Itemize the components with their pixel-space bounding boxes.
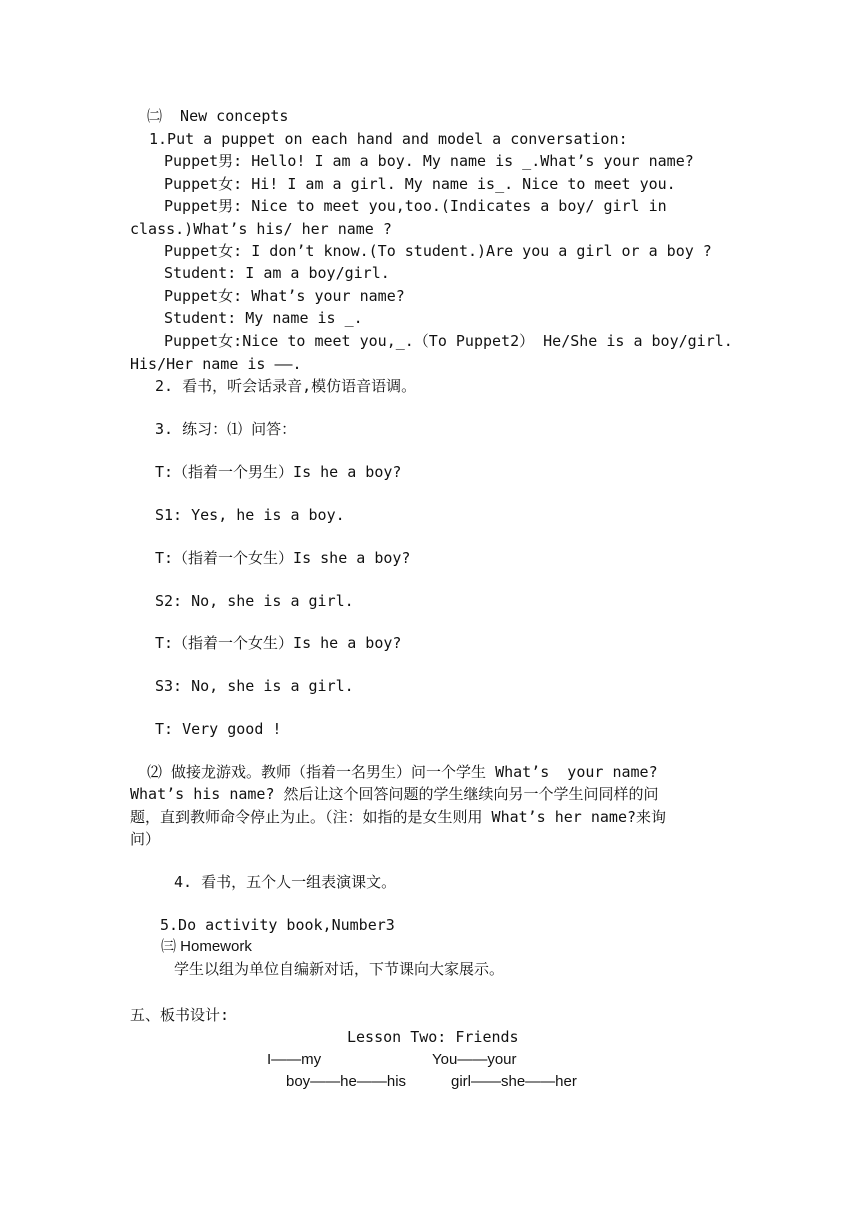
dialogue-line: Puppet女: I don’t know.(To student.)Are you a girl or a boy ? xyxy=(164,242,712,260)
board-title: Lesson Two: Friends xyxy=(347,1028,519,1046)
dialogue-line: Puppet女: Hi! I am a girl. My name is_. Nice to meet you. xyxy=(164,175,676,193)
qa-line: S2: No, she is a girl. xyxy=(155,592,354,610)
board-row2-left: boy——he——his xyxy=(286,1073,407,1090)
homework-heading: ㈢ Homework xyxy=(161,938,252,955)
dialogue-line: Student: I am a boy/girl. xyxy=(164,264,390,282)
qa-line: T:（指着一个女生）Is he a boy? xyxy=(155,634,402,652)
qa-line: T:（指着一个男生）Is he a boy? xyxy=(155,463,402,481)
board-row1-left: I——my xyxy=(267,1051,322,1068)
qa-line: S1: Yes, he is a boy. xyxy=(155,506,345,524)
section-heading-new-concepts: ㈡ New concepts xyxy=(147,107,289,125)
step-3: 3. 练习：⑴ 问答： xyxy=(155,420,297,438)
step-1-title: 1.Put a puppet on each hand and model a conversation: xyxy=(149,130,628,148)
step-5: 5.Do activity book,Number3 xyxy=(160,916,395,934)
dialogue-line: His/Her name is ——. xyxy=(130,355,302,373)
section-heading-board-design: 五、板书设计: xyxy=(130,1006,230,1024)
board-row1-right: You——your xyxy=(432,1051,517,1068)
dialogue-line: Student: My name is _. xyxy=(164,309,363,327)
game-paragraph-line: 问） xyxy=(130,830,161,848)
step-4: 4. 看书，五个人一组表演课文。 xyxy=(174,873,397,891)
game-paragraph-line: What’s his name? 然后让这个回答问题的学生继续向另一个学生问同样的问 xyxy=(130,785,659,803)
qa-line: S3: No, she is a girl. xyxy=(155,677,354,695)
game-paragraph-line: 题，直到教师命令停止为止。（注：如指的是女生则用 What’s her name?来询 xyxy=(130,808,667,826)
dialogue-line: Puppet女:Nice to meet you,_.（To Puppet2） He/She is a boy/girl. xyxy=(164,332,733,350)
game-paragraph-line: ⑵ 做接龙游戏。教师（指着一名男生）问一个学生 What’s your name? xyxy=(147,763,658,781)
step-2: 2. 看书，听会话录音,模仿语音语调。 xyxy=(155,377,417,395)
dialogue-line: Puppet女: What’s your name? xyxy=(164,287,405,305)
dialogue-line: class.)What’s his/ her name ? xyxy=(130,220,392,238)
homework-text: 学生以组为单位自编新对话，下节课向大家展示。 xyxy=(174,960,505,978)
qa-line: T: Very good ! xyxy=(155,720,282,738)
board-row2-right: girl——she——her xyxy=(451,1073,577,1090)
qa-line: T:（指着一个女生）Is she a boy? xyxy=(155,549,411,567)
dialogue-line: Puppet男: Hello! I am a boy. My name is _.What’s your name? xyxy=(164,152,694,170)
dialogue-line: Puppet男: Nice to meet you,too.(Indicates a boy/ girl in xyxy=(164,197,667,215)
